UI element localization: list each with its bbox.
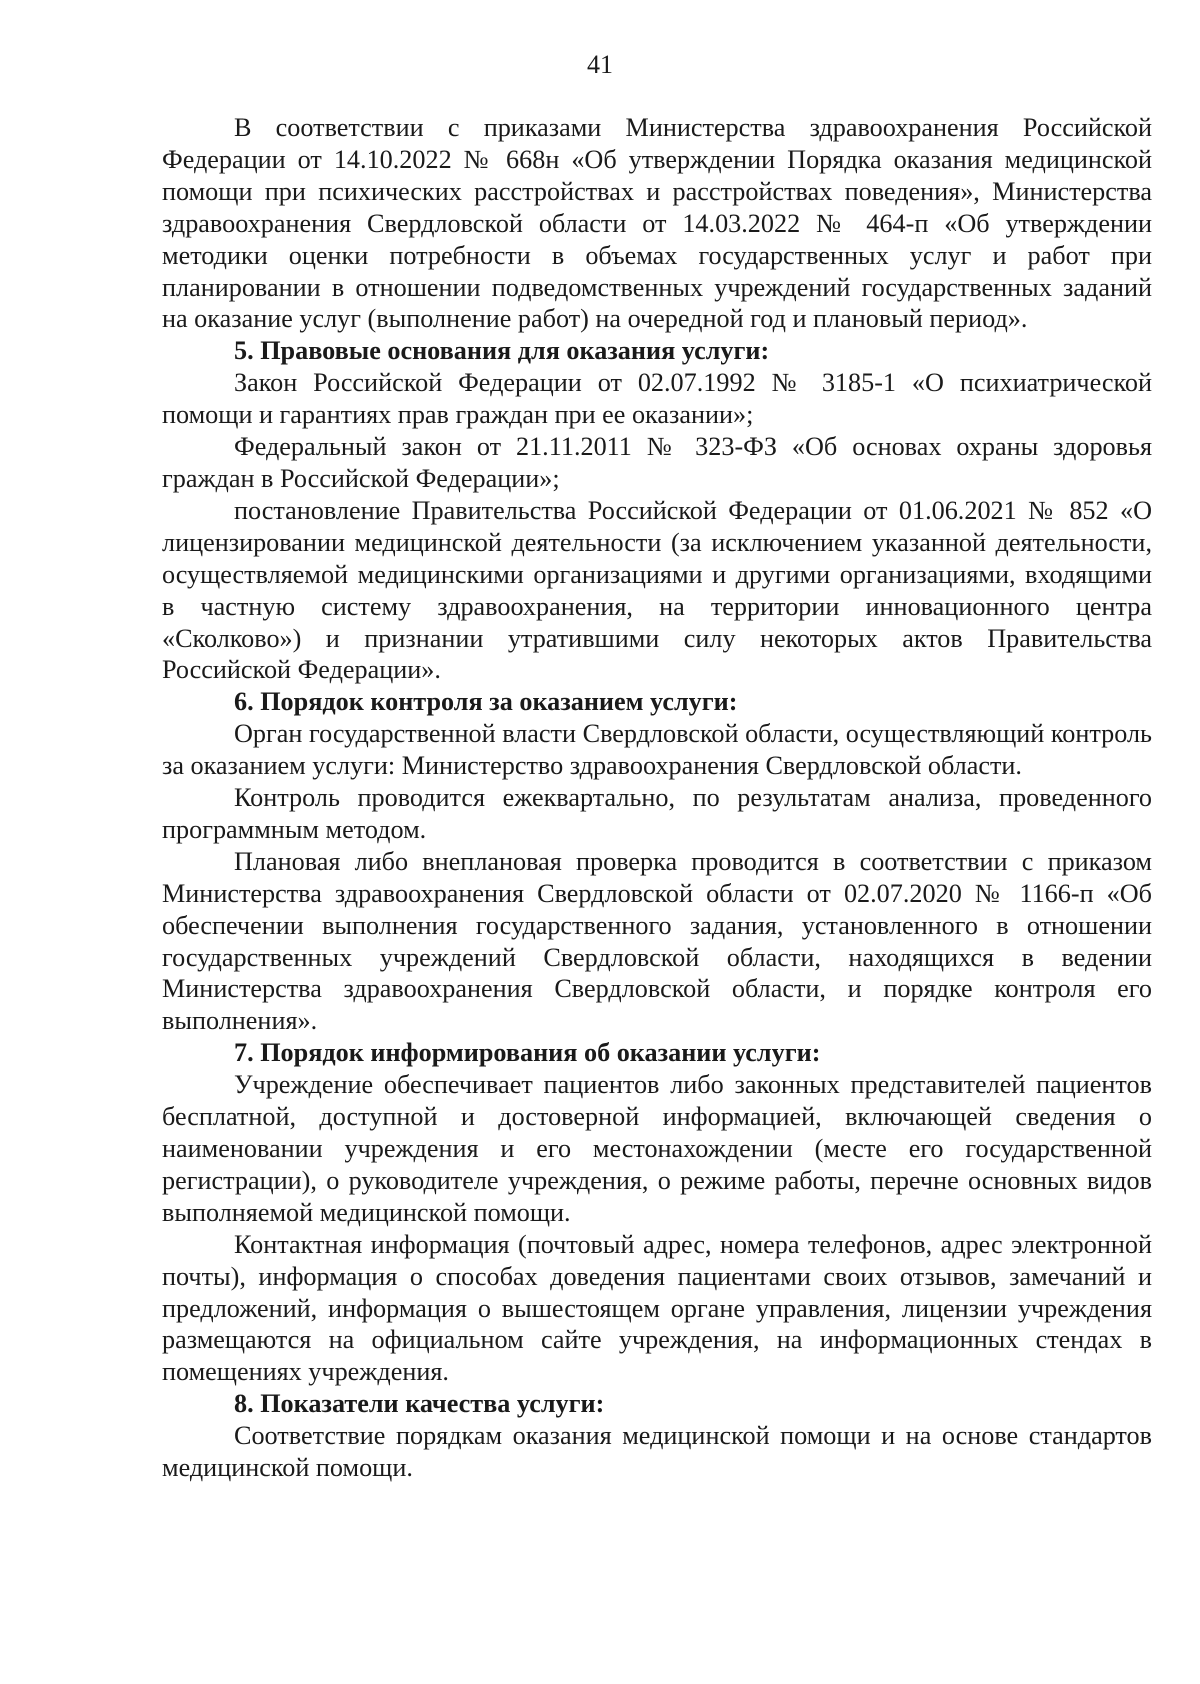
informing-paragraph-2: Контактная информация (почтовый адрес, номера телефонов, адрес электронной почты), информация о способах доведения пациентами своих отзывов, замечаний и предложений, информация о вышестоящем органе управления, лицензии учреждения размещаются на официальном сайте учреждения, на информационных стендах в помещениях учреждения. (162, 1229, 1152, 1387)
document-body (162, 112, 1152, 1484)
legal-basis-paragraph-3: постановление Правительства Российской Федерации от 01.06.2021 № 852 «О лицензировании медицинской деятельности (за исключением указанной деятельности, осуществляемой медицинскими организациями и другими организациями, входящими в частную систему здравоохранения, на территории инновационного центра «Сколково») и признании утратившими силу некоторых актов Правительства Российской Федерации». (162, 495, 1152, 685)
control-paragraph-2: Контроль проводится ежеквартально, по результатам анализа, проведенного программным методом. (162, 783, 1152, 844)
quality-paragraph: Соответствие порядкам оказания медицинской помощи и на основе стандартов медицинской помощи. (162, 1421, 1152, 1483)
legal-basis-paragraph-1: Закон Российской Федерации от 02.07.1992 № 3185-1 «О психиатрической помощи и гарантиях прав граждан при ее оказании»; (162, 368, 1152, 430)
page-number: 41 (587, 50, 613, 79)
informing-paragraph-1: Учреждение обеспечивает пациентов либо законных представителей пациентов бесплатной, доступной и достоверной информацией, включающей сведения о наименовании учреждения и его местонахождении (месте его государственной регистрации), о руководителе учреждения, о режиме работы, перечне основных видов выполняемой медицинской помощи. (162, 1070, 1152, 1227)
control-paragraph-3: Плановая либо внеплановая проверка проводится в соответствии с приказом Министерства здравоохранения Свердловской области от 02.07.2020 № 1166-п «Об обеспечении выполнения государственного задания, установленного в отношении государственных учреждений Свердловской области, находящихся в ведении Министерства здравоохранения Свердловской области, и порядке контроля его выполнения». (162, 846, 1152, 1036)
section-5-heading: 5. Правовые основания для оказания услуги: (234, 336, 770, 366)
control-paragraph-1: Орган государственной власти Свердловской области, осуществляющий контроль за оказанием услуги: Министерство здравоохранения Свердловской области. (162, 719, 1152, 781)
intro-paragraph: В соответствии с приказами Министерства здравоохранения Российской Федерации от 14.10.2022 № 668н «Об утверждении Порядка оказания медицинской помощи при психических расстройствах и расстройствах поведения», Министерства здравоохранения Свердловской области от 14.03.2022 № 464-п «Об утверждении методики оценки потребности в объемах государственных услуг и работ при планировании в отношении подведомственных учреждений государственных заданий на оказание услуг (выполнение работ) на очередной год и плановый период». (162, 113, 1152, 334)
section-7-heading: 7. Порядок информирования об оказании услуги: (234, 1038, 821, 1068)
section-8-heading: 8. Показатели качества услуги: (234, 1389, 605, 1419)
legal-basis-paragraph-2: Федеральный закон от 21.11.2011 № 323-ФЗ «Об основах охраны здоровья граждан в Российской Федерации»; (162, 432, 1152, 493)
section-6-heading: 6. Порядок контроля за оказанием услуги: (234, 687, 738, 717)
